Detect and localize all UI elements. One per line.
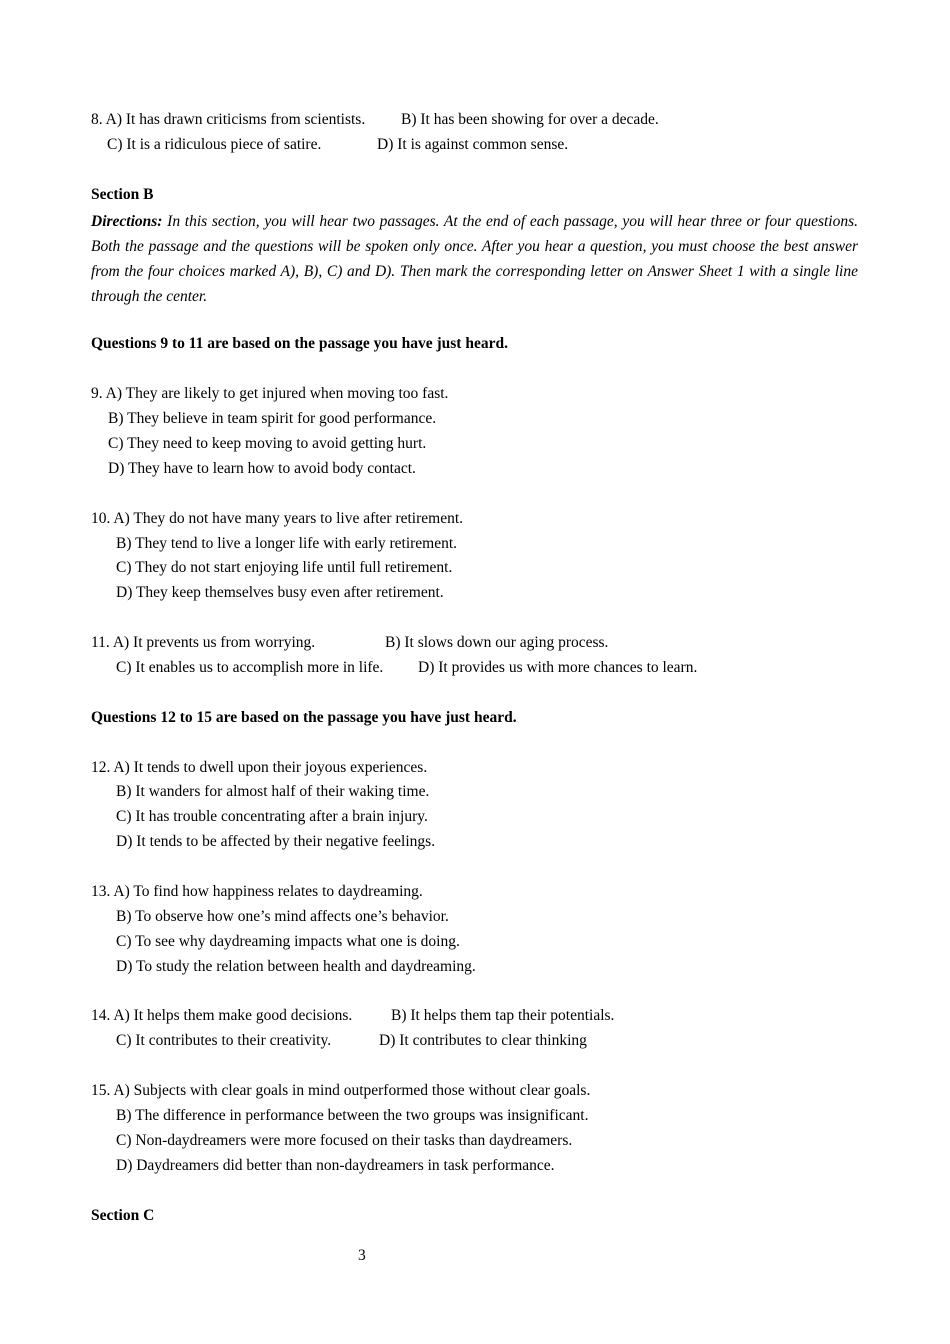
q10-option-a: 10. A) They do not have many years to live after retirement. [91, 510, 464, 527]
q8-option-d: D) It is against common sense. [377, 136, 569, 153]
q14-option-b: B) It helps them tap their potentials. [391, 1007, 615, 1024]
q14-option-d: D) It contributes to clear thinking [379, 1032, 587, 1049]
directions-text: In this section, you will hear two passages. At the end of each passage, you will hear three or four questions. Both the passage and the questions will be spoken only once. After you hear a question, you must choose the best answer from the four choices marked A), B), C) and D). Then mark the corresponding letter on Answer Sheet 1 with a single line through the center. [91, 213, 858, 305]
q13-option-a: 13. A) To find how happiness relates to daydreaming. [91, 883, 423, 900]
section-b-heading: Section B [91, 186, 154, 203]
group1-heading: Questions 9 to 11 are based on the passage you have just heard. [91, 335, 508, 352]
q11-option-d: D) It provides us with more chances to learn. [418, 659, 698, 676]
q8-option-c: C) It is a ridiculous piece of satire. [107, 136, 322, 153]
q8-option-b: B) It has been showing for over a decade. [401, 111, 659, 128]
q12-option-d: D) It tends to be affected by their negative feelings. [116, 833, 436, 850]
q9-option-c: C) They need to keep moving to avoid getting hurt. [108, 435, 427, 452]
q15-option-c: C) Non-daydreamers were more focused on their tasks than daydreamers. [116, 1132, 573, 1149]
q14-option-a: 14. A) It helps them make good decisions. [91, 1007, 353, 1024]
q15-option-a: 15. A) Subjects with clear goals in mind outperformed those without clear goals. [91, 1082, 591, 1099]
q9-option-a: 9. A) They are likely to get injured when moving too fast. [91, 385, 449, 402]
group2-heading: Questions 12 to 15 are based on the passage you have just heard. [91, 709, 517, 726]
section-b-directions [91, 209, 858, 309]
q14-option-c: C) It contributes to their creativity. [116, 1032, 332, 1049]
q13-option-b: B) To observe how one’s mind affects one’s behavior. [116, 908, 449, 925]
q12-option-b: B) It wanders for almost half of their waking time. [116, 783, 430, 800]
q11-option-b: B) It slows down our aging process. [385, 634, 609, 651]
section-c-heading: Section C [91, 1207, 155, 1224]
q12-option-c: C) It has trouble concentrating after a brain injury. [116, 808, 428, 825]
q10-option-c: C) They do not start enjoying life until full retirement. [116, 559, 453, 576]
q13-option-d: D) To study the relation between health and daydreaming. [116, 958, 476, 975]
q15-option-b: B) The difference in performance between the two groups was insignificant. [116, 1107, 589, 1124]
page-number: 3 [358, 1247, 366, 1264]
q9-option-b: B) They believe in team spirit for good performance. [108, 410, 437, 427]
q10-option-d: D) They keep themselves busy even after retirement. [116, 584, 444, 601]
q8-option-a: 8. A) It has drawn criticisms from scientists. [91, 111, 366, 128]
q11-option-c: C) It enables us to accomplish more in life. [116, 659, 384, 676]
q12-option-a: 12. A) It tends to dwell upon their joyous experiences. [91, 759, 428, 776]
q15-option-d: D) Daydreamers did better than non-daydreamers in task performance. [116, 1157, 555, 1174]
directions-label: Directions: [91, 213, 163, 230]
q9-option-d: D) They have to learn how to avoid body contact. [108, 460, 416, 477]
q10-option-b: B) They tend to live a longer life with early retirement. [116, 535, 458, 552]
q11-option-a: 11. A) It prevents us from worrying. [91, 634, 316, 651]
q13-option-c: C) To see why daydreaming impacts what one is doing. [116, 933, 460, 950]
